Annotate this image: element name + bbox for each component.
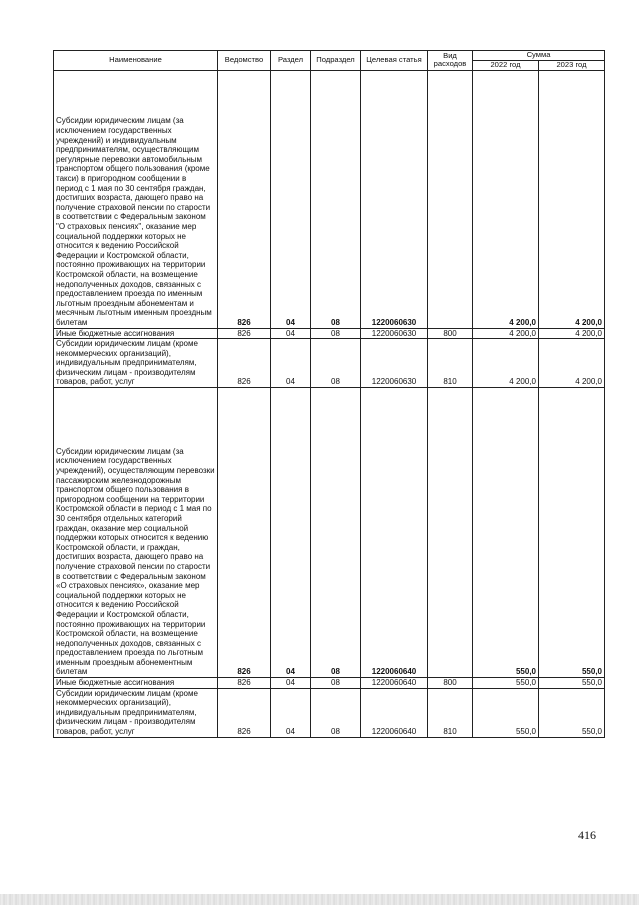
row-sum-2022: 550,0 [473,688,539,737]
row-dept: 826 [218,388,271,678]
row-target: 1220060640 [361,688,428,737]
header-year-2023: 2023 год [539,61,605,71]
row-target: 1220060630 [361,328,428,339]
row-sum-2022: 550,0 [473,388,539,678]
row-dept: 826 [218,328,271,339]
table-row [54,339,605,388]
row-exp: 800 [428,328,473,339]
budget-table [53,50,605,738]
header-exp-type: Вид расходов [428,51,473,71]
table-row [54,388,605,678]
row-section: 04 [271,688,311,737]
row-name: Субсидии юридическим лицам (кроме некоммерческих организаций), индивидуальным предпринимателям, физическим лицам - производителям товаров, работ, услуг [54,688,218,737]
row-sum-2022: 4 200,0 [473,339,539,388]
row-target: 1220060630 [361,339,428,388]
row-subsection: 08 [311,70,361,328]
table-row [54,70,605,328]
row-name: Субсидии юридическим лицам (за исключением государственных учреждений), осуществляющим перевозки пассажирским железнодорожным транспортом общего пользования в пригородном сообщении на территории Костромской области в период с 1 мая по 30 сентября отдельных категорий граждан, оказание мер социальной поддержки которых относится к ведению Костромской области, и граждан, достигших возраста, дающего право на получение страховой пенсии по старости в соответствии с Федеральным законом «О страховых пенсиях», оказание мер социальной поддержки которых не относится к ведению Российской Федерации и Костромской области, постоянно проживающих на территории Костромской области, на возмещение недополученных доходов, связанных с предоставлением проезда по льготным именным проездным абонементным билетам [54,388,218,678]
header-sum: Сумма [473,51,605,61]
row-sum-2023: 550,0 [539,688,605,737]
row-name: Субсидии юридическим лицам (за исключением государственных учреждений) и индивидуальным предпринимателям, осуществляющим регулярные перевозки автомобильным транспортом общего пользования (кроме такси) в пригородном сообщении в период с 1 мая по 30 сентября граждан, достигших возраста, дающего право на получение страховой пенсии по старости в соответствии с Федеральным законом "О страховых пенсиях", оказание мер социальной поддержки которых не относится к ведению Российской Федерации и Костромской области, постоянно проживающих на территории Костромской области, на возмещение недополученных доходов, связанных с предоставлением проезда по именным льготным проездным абонементам и месячным льготным именным проездным билетам [54,70,218,328]
row-exp [428,70,473,328]
row-sum-2022: 550,0 [473,678,539,689]
table-row [54,678,605,689]
row-sum-2023: 4 200,0 [539,328,605,339]
header-target: Целевая статья [361,51,428,71]
row-target: 1220060630 [361,70,428,328]
row-sum-2023: 4 200,0 [539,70,605,328]
row-sum-2023: 4 200,0 [539,339,605,388]
row-exp: 810 [428,688,473,737]
row-subsection: 08 [311,688,361,737]
header-subsection: Подраздел [311,51,361,71]
row-target: 1220060640 [361,678,428,689]
table-row [54,688,605,737]
row-name: Иные бюджетные ассигнования [54,328,218,339]
row-exp: 800 [428,678,473,689]
row-subsection: 08 [311,339,361,388]
scan-edge-strip [0,894,639,905]
header-section: Раздел [271,51,311,71]
row-target: 1220060640 [361,388,428,678]
row-subsection: 08 [311,388,361,678]
row-sum-2022: 4 200,0 [473,328,539,339]
header-year-2022: 2022 год [473,61,539,71]
page-number: 416 [578,828,596,842]
row-exp: 810 [428,339,473,388]
row-sum-2023: 550,0 [539,678,605,689]
row-sum-2022: 4 200,0 [473,70,539,328]
row-name: Иные бюджетные ассигнования [54,678,218,689]
table-row [54,328,605,339]
row-section: 04 [271,70,311,328]
row-subsection: 08 [311,328,361,339]
row-dept: 826 [218,70,271,328]
row-name: Субсидии юридическим лицам (кроме некоммерческих организаций), индивидуальным предпринимателям, физическим лицам - производителям товаров, работ, услуг [54,339,218,388]
row-dept: 826 [218,678,271,689]
row-exp [428,388,473,678]
row-subsection: 08 [311,678,361,689]
header-dept: Ведомство [218,51,271,71]
row-section: 04 [271,388,311,678]
row-section: 04 [271,678,311,689]
row-sum-2023: 550,0 [539,388,605,678]
row-dept: 826 [218,688,271,737]
header-name: Наименование [54,51,218,71]
row-section: 04 [271,339,311,388]
row-section: 04 [271,328,311,339]
row-dept: 826 [218,339,271,388]
